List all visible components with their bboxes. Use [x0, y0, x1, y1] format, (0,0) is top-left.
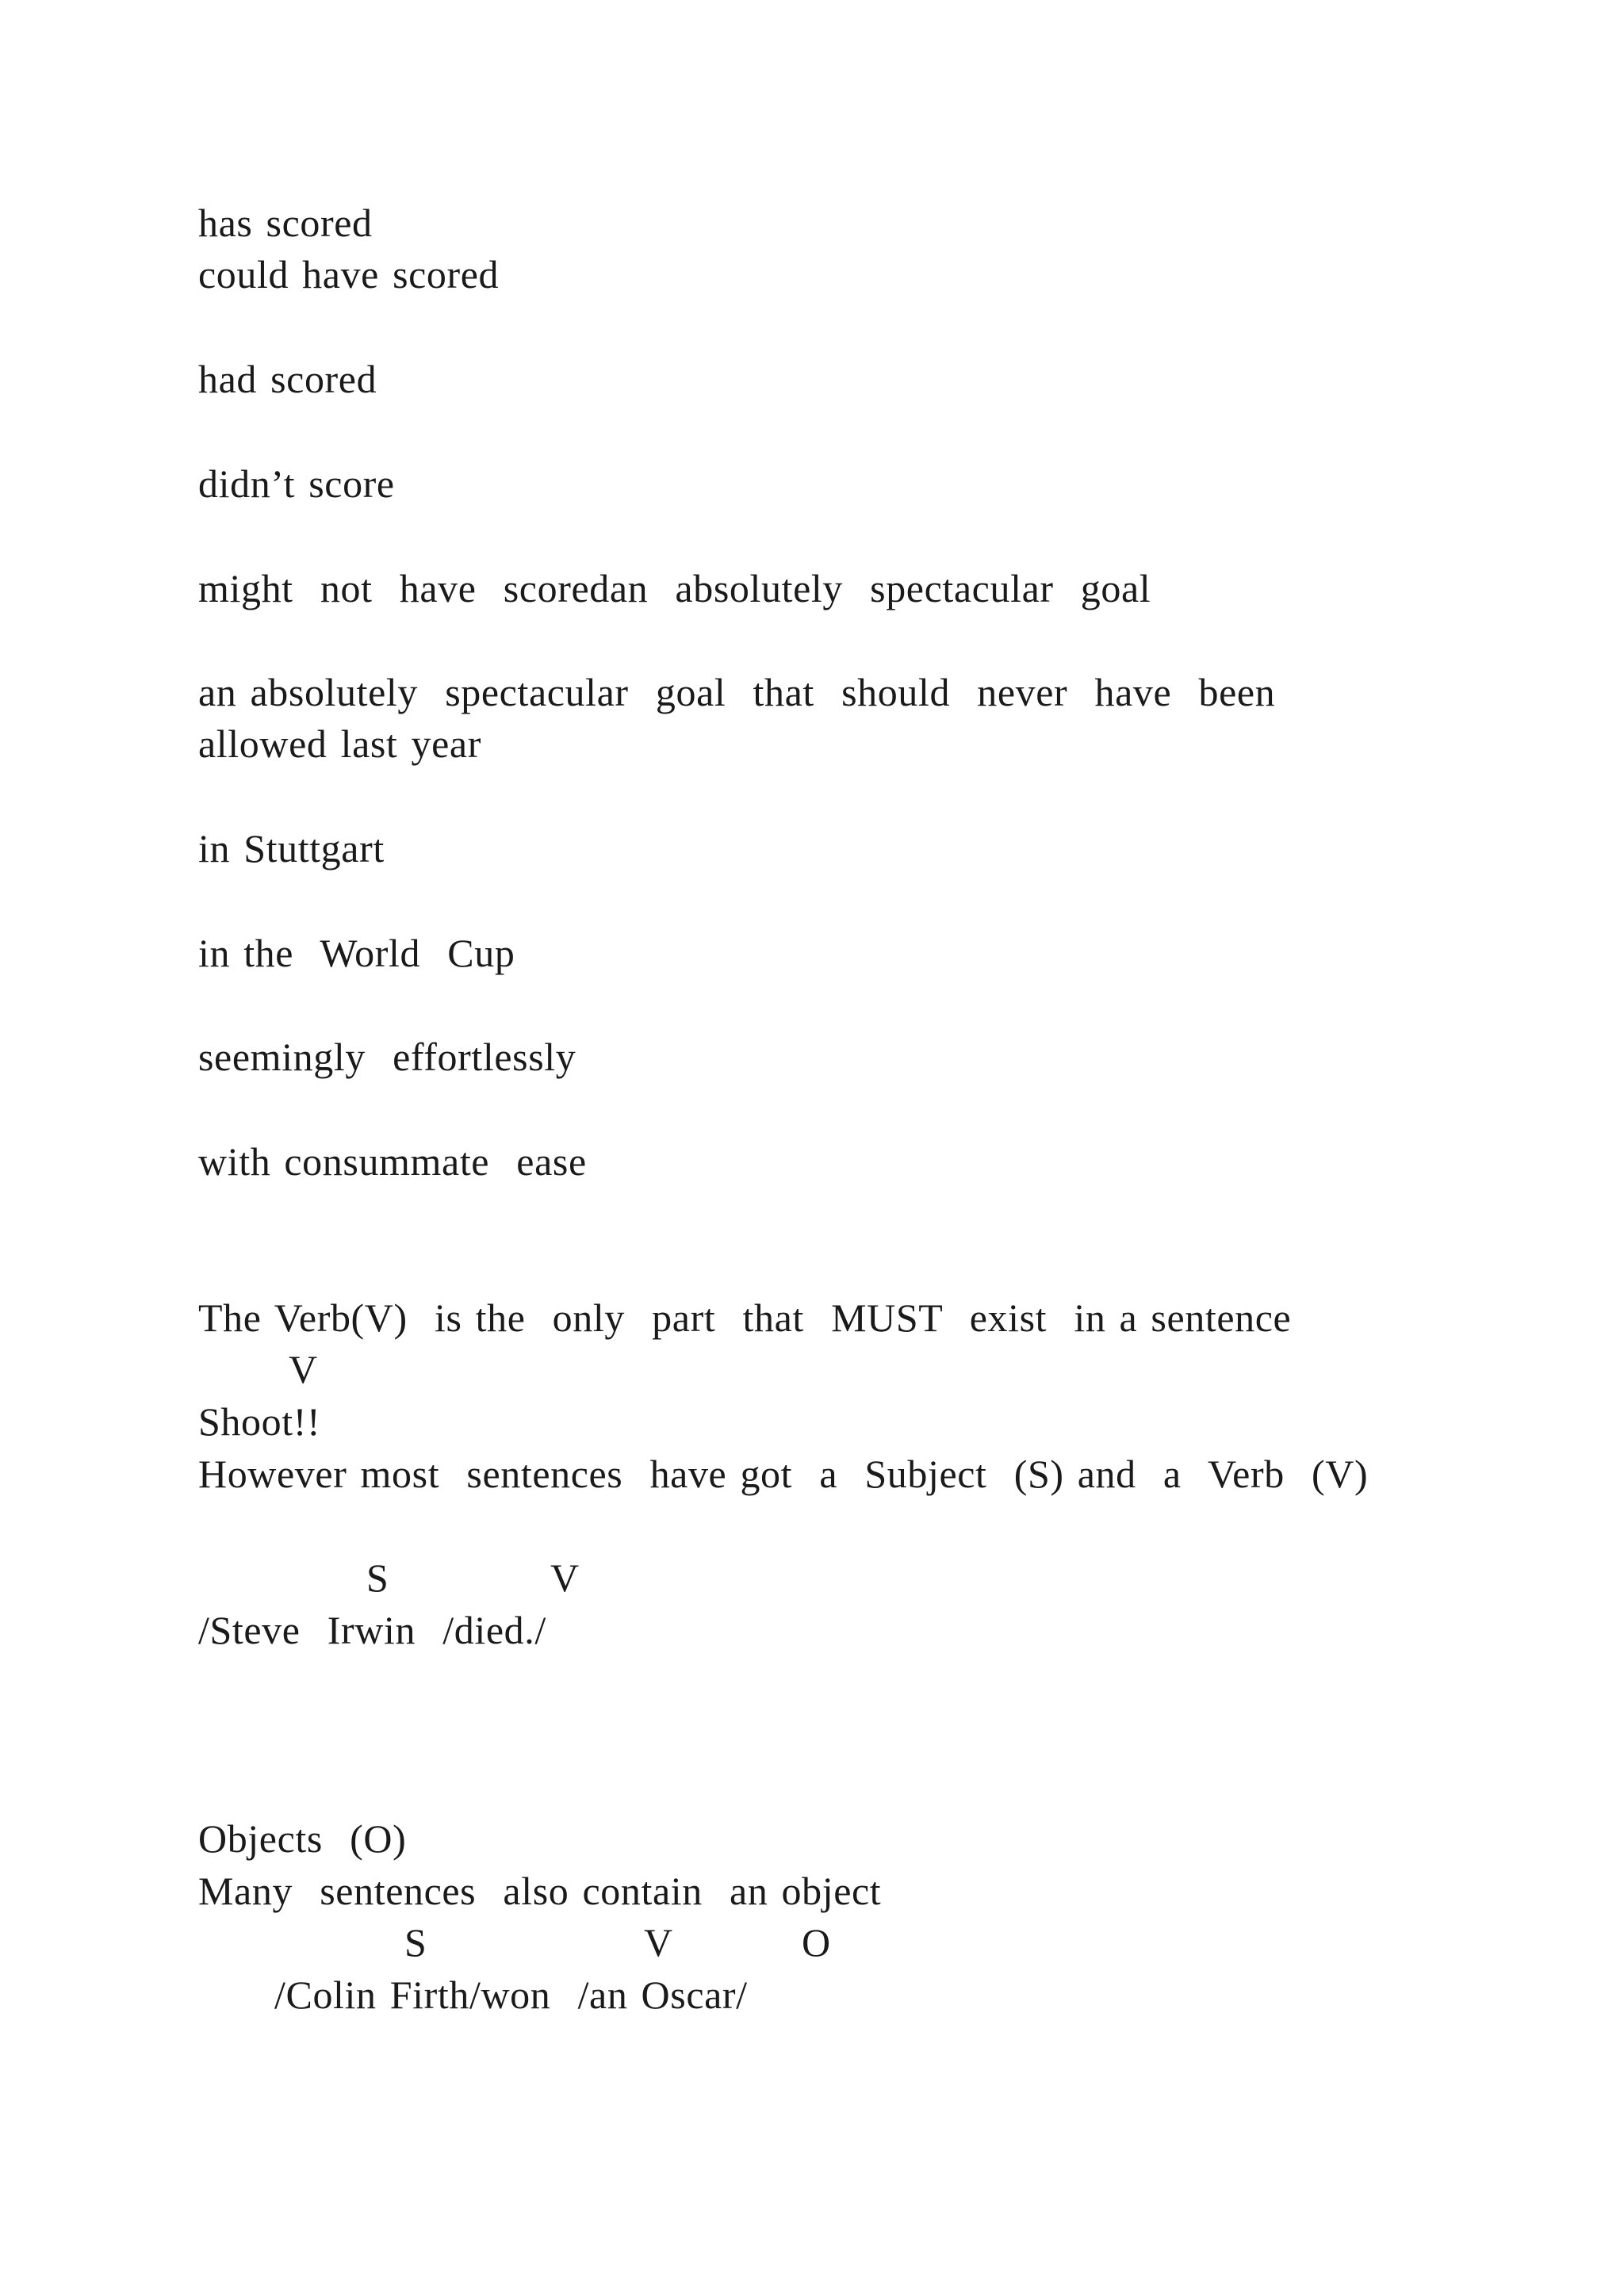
grammar-label: O	[802, 1920, 831, 1965]
text-line: an absolutely spectacular goal that should never have been	[198, 670, 1276, 714]
text-line: allowed last year	[198, 721, 481, 766]
text-line: might not have scoredan absolutely spectacular goal	[198, 566, 1151, 610]
text-line: The Verb(V) is the only part that MUST exist in a sentence	[198, 1295, 1292, 1340]
text-line: /Colin Firth/won /an Oscar/	[274, 1973, 748, 2017]
text-line: has scored	[198, 201, 373, 245]
text-line: seemingly effortlessly	[198, 1035, 576, 1079]
grammar-label: S	[404, 1920, 427, 1965]
text-line: could have scored	[198, 252, 500, 297]
grammar-label: V	[550, 1556, 580, 1600]
text-line: didn’t score	[198, 461, 395, 506]
text-line: with consummate ease	[198, 1139, 587, 1184]
text-line: in the World Cup	[198, 931, 515, 975]
text-line: /Steve Irwin /died./	[198, 1608, 546, 1652]
text-line: Shoot!!	[198, 1399, 321, 1444]
grammar-label: V	[644, 1920, 673, 1965]
grammar-label: S	[366, 1556, 389, 1600]
text-line: Many sentences also contain an object	[198, 1869, 882, 1913]
section-heading: Objects (O)	[198, 1816, 407, 1861]
grammar-label: V	[289, 1347, 318, 1391]
text-line: in Stuttgart	[198, 826, 385, 871]
text-line: had scored	[198, 357, 377, 401]
text-line: However most sentences have got a Subject (S) and a Verb (V)	[198, 1452, 1369, 1496]
